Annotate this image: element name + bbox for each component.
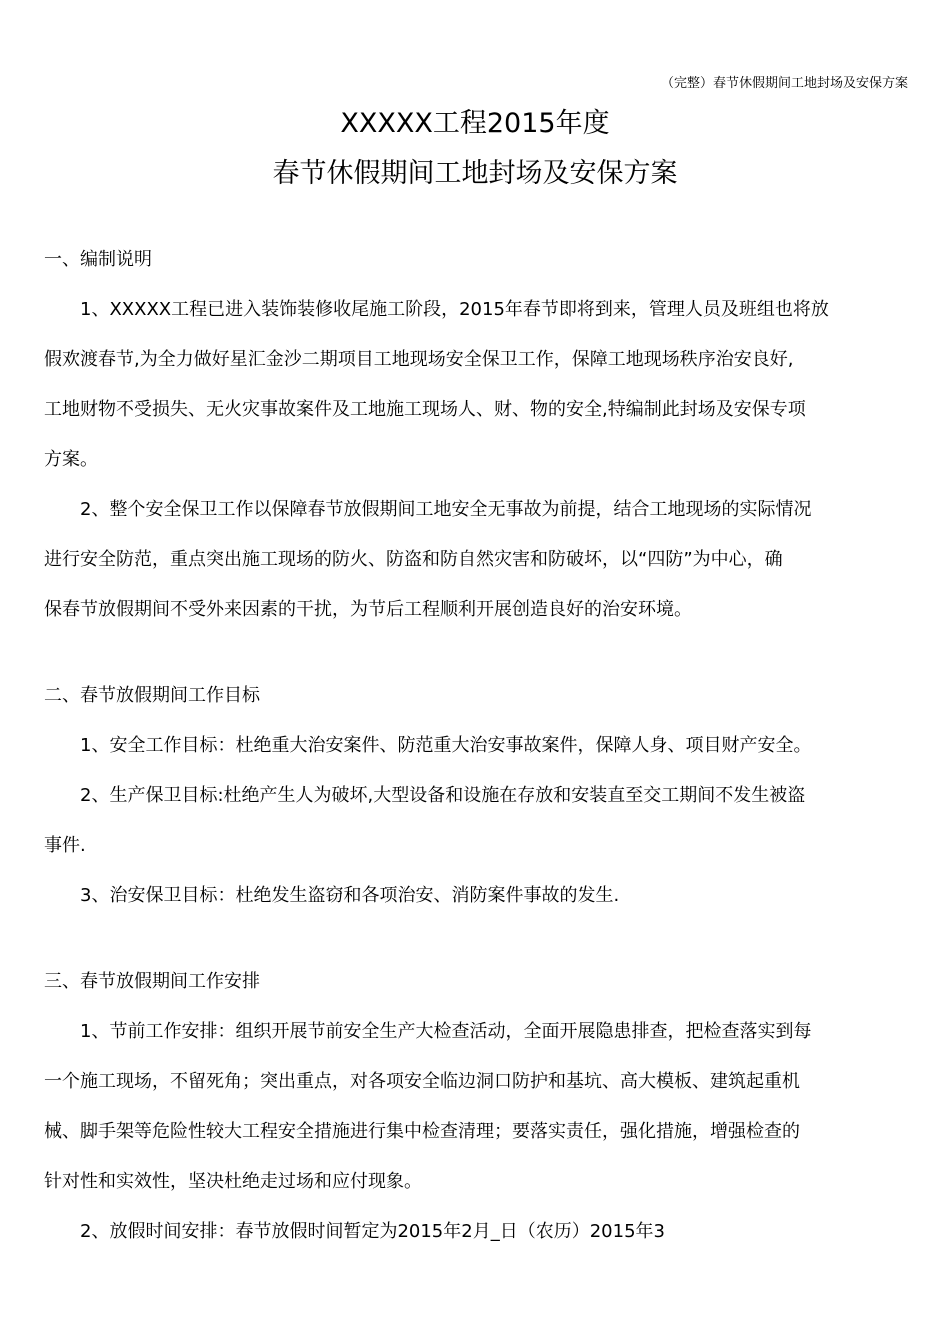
paragraph-line: 针对性和实效性，坚决杜绝走过场和应付现象。: [44, 1171, 422, 1192]
paragraph-line: 2、放假时间安排：春节放假时间暂定为2015年2月_日（农历）2015年3: [80, 1221, 665, 1242]
page-header: （完整）春节休假期间工地封场及安保方案: [660, 76, 908, 91]
paragraph-line: 1、节前工作安排：组织开展节前安全生产大检查活动，全面开展隐患排查，把检查落实到每: [80, 1021, 812, 1042]
paragraph-line: 方案。: [44, 449, 98, 470]
paragraph-line: 2、生产保卫目标:杜绝产生人为破坏,大型设备和设施在存放和安装直至交工期间不发生被盗: [80, 785, 806, 806]
paragraph-line: 1、安全工作目标：杜绝重大治安案件、防范重大治安事故案件，保障人身、项目财产安全。: [80, 735, 812, 756]
document-title-line1: XXXXX工程2015年度: [340, 108, 610, 139]
paragraph-line: 2、整个安全保卫工作以保障春节放假期间工地安全无事故为前提，结合工地现场的实际情况: [80, 499, 812, 520]
paragraph-line: 一个施工现场，不留死角；突出重点，对各项安全临边洞口防护和基坑、高大模板、建筑起重机: [44, 1071, 800, 1092]
paragraph-line: 进行安全防范，重点突出施工现场的防火、防盗和防自然灾害和防破坏，以“四防”为中心，确: [44, 549, 783, 570]
section-heading-1: 一、编制说明: [44, 249, 152, 270]
paragraph-line: 事件.: [44, 835, 86, 856]
paragraph-line: 工地财物不受损失、无火灾事故案件及工地施工现场人、财、物的安全,特编制此封场及安保专项: [44, 399, 806, 420]
paragraph-line: 3、治安保卫目标：杜绝发生盗窃和各项治安、消防案件事故的发生.: [80, 885, 620, 906]
section-heading-3: 三、春节放假期间工作安排: [44, 971, 260, 992]
paragraph-line: 保春节放假期间不受外来因素的干扰，为节后工程顺利开展创造良好的治安环境。: [44, 599, 692, 620]
section-heading-2: 二、春节放假期间工作目标: [44, 685, 260, 706]
document-title-line2: 春节休假期间工地封场及安保方案: [272, 158, 678, 189]
paragraph-line: 假欢渡春节,为全力做好星汇金沙二期项目工地现场安全保卫工作，保障工地现场秩序治安良好,: [44, 349, 794, 370]
paragraph-line: 1、XXXXX工程已进入装饰装修收尾施工阶段，2015年春节即将到来，管理人员及班组也将放: [80, 299, 829, 320]
paragraph-line: 械、脚手架等危险性较大工程安全措施进行集中检查清理；要落实责任，强化措施，增强检查的: [44, 1121, 800, 1142]
